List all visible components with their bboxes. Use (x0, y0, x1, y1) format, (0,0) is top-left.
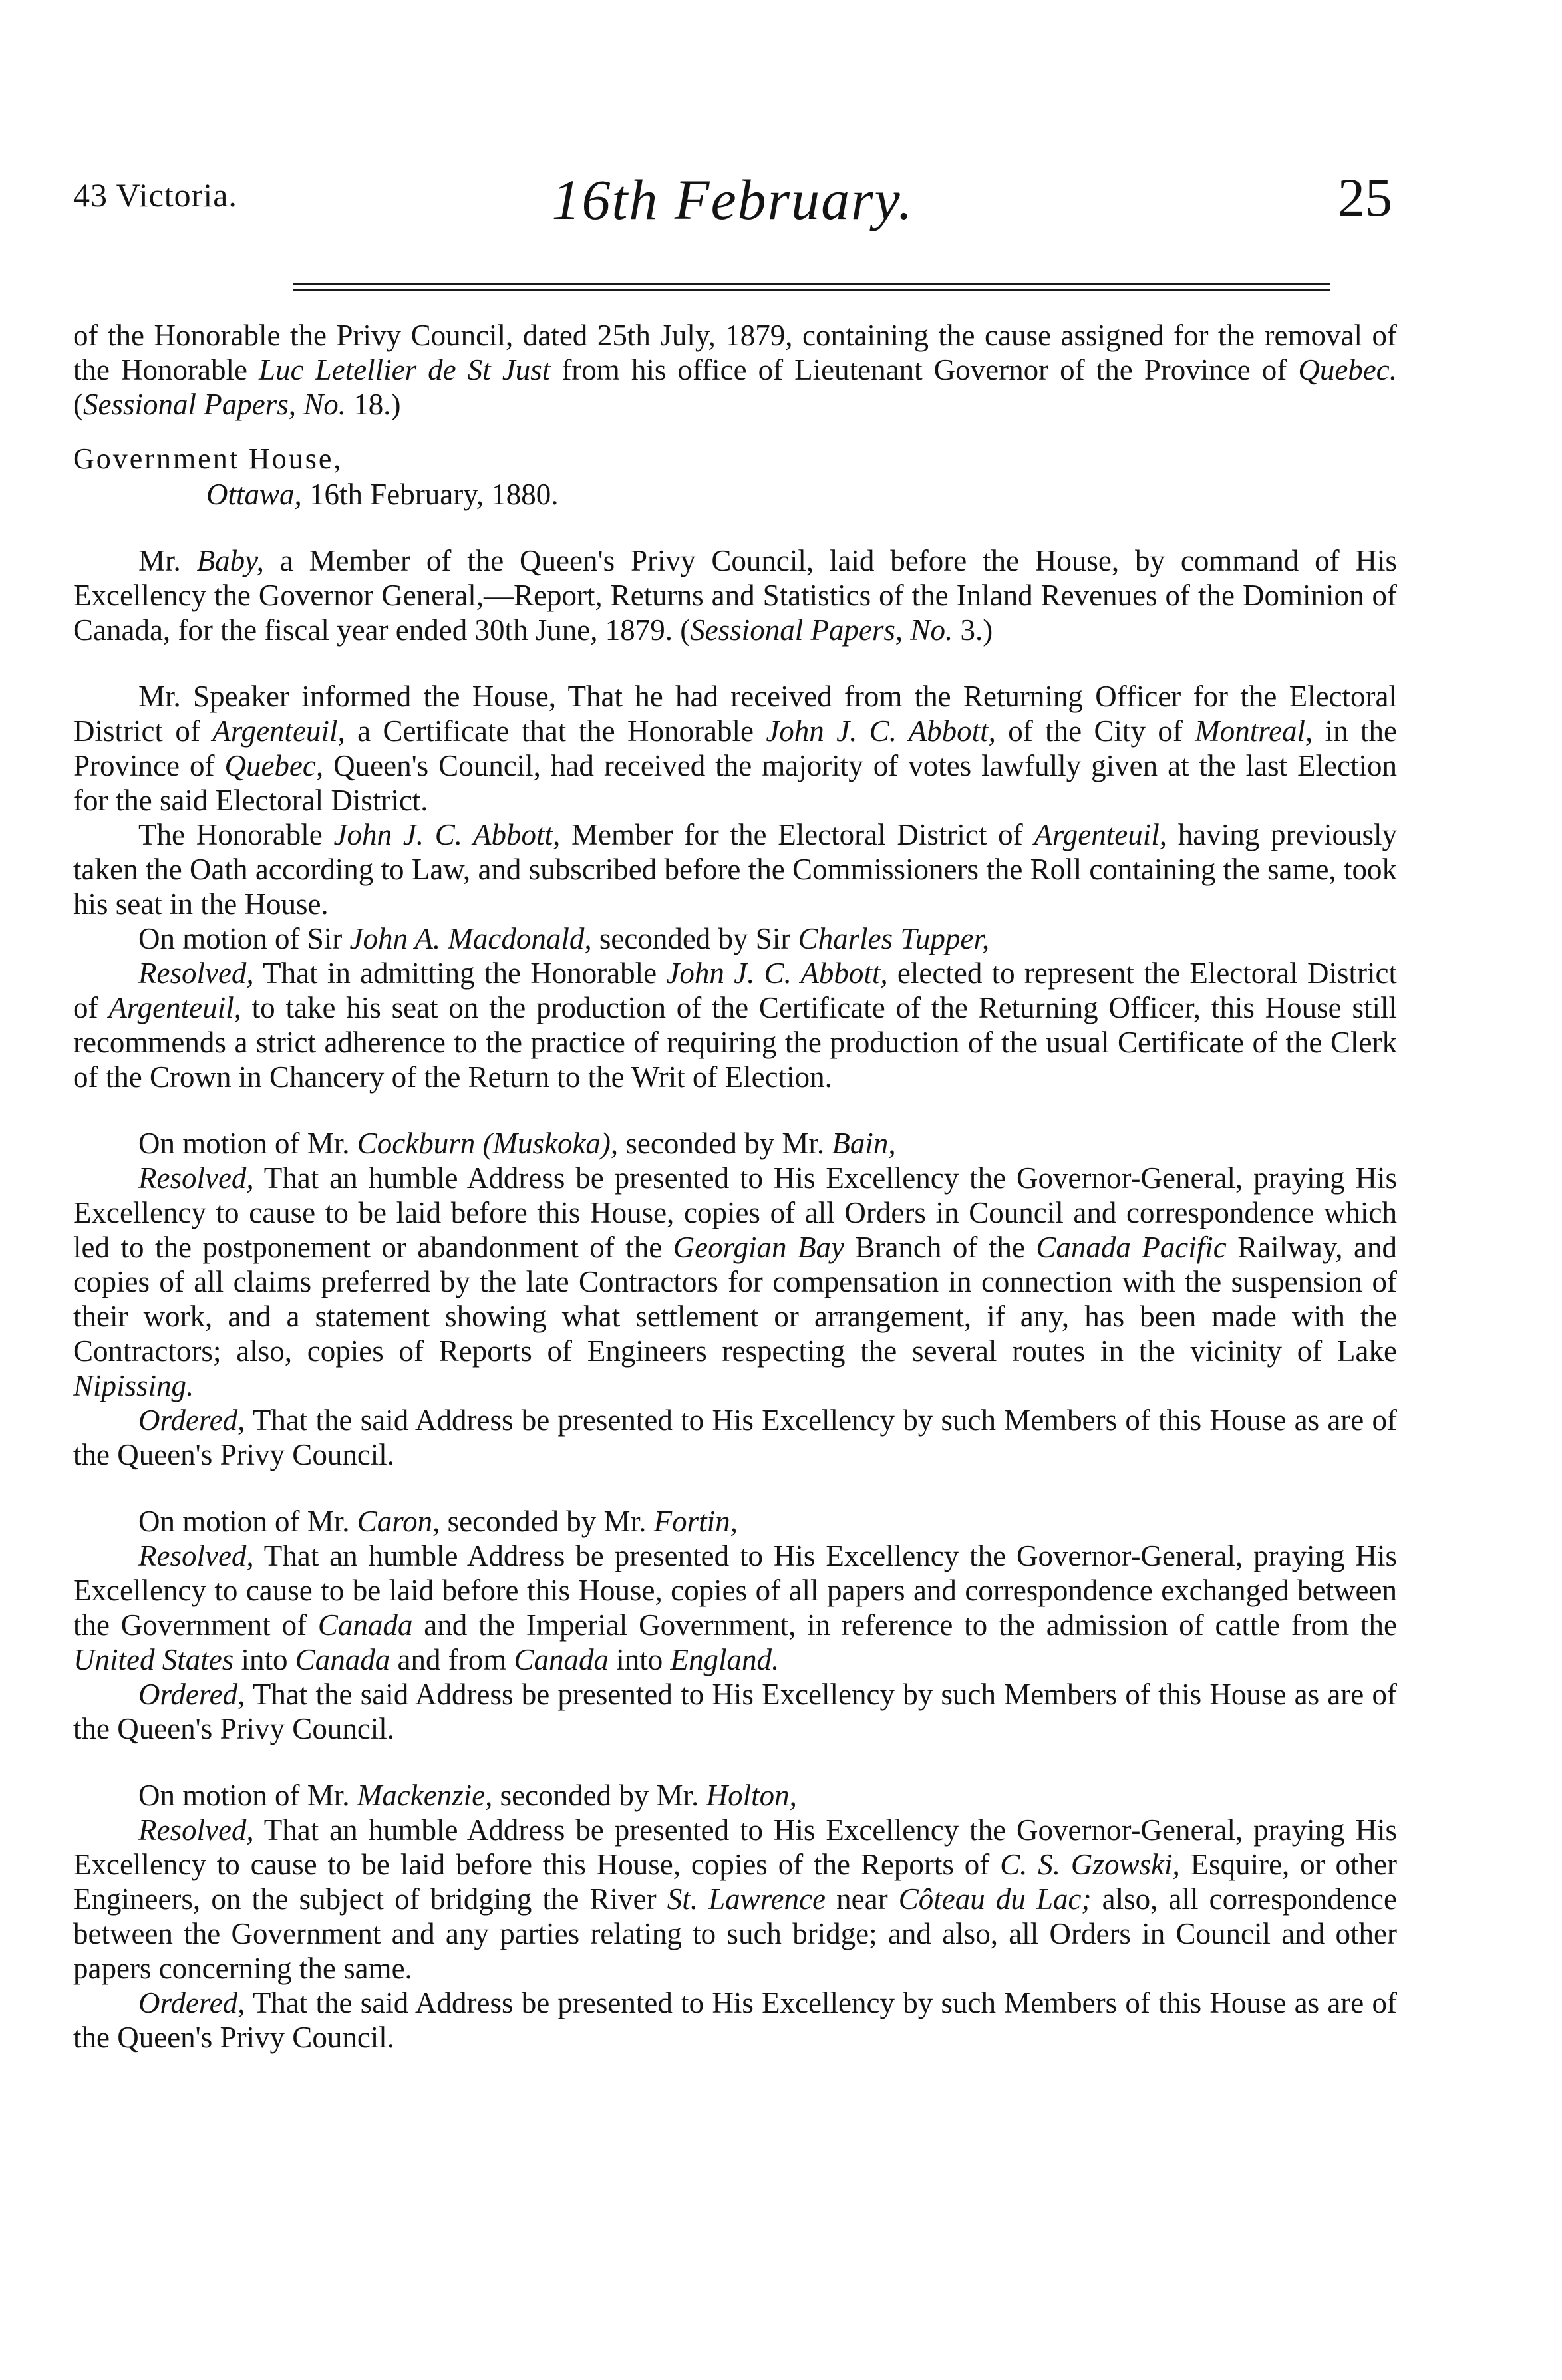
paragraph-resolved-cattle: Resolved, That an humble Address be presented to His Excellency the Governor-General, praying His Excellency to cause to be laid before this House, copies of all papers and correspondence exchanged between the Government of Canada and the Imperial Government, in reference to the admission of cattle from the United States into Canada and from Canada into England. (73, 1539, 1397, 1676)
regnal-year: 43 Victoria. (73, 176, 237, 214)
paragraph-ordered-2: Ordered, That the said Address be presented to His Excellency by such Members of this House as are of the Queen's Privy Council. (73, 1678, 1397, 1745)
paragraph-motion-macdonald: On motion of Sir John A. Macdonald, seconded by Sir Charles Tupper, (138, 922, 990, 955)
government-house-dateline: Ottawa, 16th February, 1880. (206, 478, 559, 511)
page-body (73, 318, 1397, 2055)
page-header (73, 166, 1392, 239)
header-rule-bottom (293, 289, 1330, 291)
paragraph-resolved-st-lawrence-bridge: Resolved, That an humble Address be presented to His Excellency the Governor-General, praying His Excellency to cause to be laid before this House, copies of the Reports of C. S. Gzowski, Esquire, or other Engineers, on the subject of bridging the River St. Lawrence near Côteau du Lac; also, all correspondence between the Government and any parties relating to such bridge; and also, all Orders in Council and other papers concerning the same. (73, 1813, 1397, 1985)
paragraph-resolved-abbott: Resolved, That in admitting the Honorable John J. C. Abbott, elected to represent the Electoral District of Argenteuil, to take his seat on the production of the Certificate of the Returning Officer, this House still recommends a strict adherence to the practice of requiring the production of the usual Certificate of the Clerk of the Crown in Chancery of the Return to the Writ of Election. (73, 957, 1397, 1094)
paragraph-motion-caron: On motion of Mr. Caron, seconded by Mr. Fortin, (138, 1505, 738, 1538)
page-date-heading: 16th February. (551, 168, 914, 231)
paragraph-resolved-georgian-bay: Resolved, That an humble Address be presented to His Excellency the Governor-General, praying His Excellency to cause to be laid before this House, copies of all Orders in Council and correspondence which led to the postponement or abandonment of the Georgian Bay Branch of the Canada Pacific Railway, and copies of all claims preferred by the late Contractors for compensation in connection with the suspension of their work, and a statement showing what settlement or arrangement, if any, has been made with the Contractors; also, copies of Reports of Engineers respecting the several routes in the vicinity of Lake Nipissing. (73, 1161, 1398, 1402)
page-number: 25 (1338, 167, 1392, 227)
paragraph-speaker-certificate: Mr. Speaker informed the House, That he had received from the Returning Officer for the Electoral District of Argenteuil, a Certificate that the Honorable John J. C. Abbott, of the City of Montreal, in the Province of Quebec, Queen's Council, had received the majority of votes lawfully given at the last Election for the said Electoral District. (73, 680, 1398, 817)
government-house-heading: Government House, (73, 442, 343, 475)
paragraph-inland-revenue-report: Mr. Baby, a Member of the Queen's Privy Council, laid before the House, by command of His Excellency the Governor General,—Report, Returns and Statistics of the Inland Revenues of the Dominion of Canada, for the fiscal year ended 30th June, 1879. (Sessional Papers, No. 3.) (73, 544, 1397, 647)
header-rule-top (293, 283, 1330, 285)
paragraph-ordered-3: Ordered, That the said Address be presented to His Excellency by such Members of this House as are of the Queen's Privy Council. (73, 1986, 1397, 2054)
paragraph-ordered-1: Ordered, That the said Address be presented to His Excellency by such Members of this House as are of the Queen's Privy Council. (73, 1404, 1397, 1471)
paragraph-motion-cockburn: On motion of Mr. Cockburn (Muskoka), seconded by Mr. Bain, (138, 1127, 896, 1160)
paragraph-abbott-seat: The Honorable John J. C. Abbott, Member for the Electoral District of Argenteuil, having previously taken the Oath according to Law, and subscribed before the Commissioners the Roll containing the same, took his seat in the House. (73, 818, 1397, 921)
paragraph-privy-council-report: of the Honorable the Privy Council, dated 25th July, 1879, containing the cause assigned for the removal of the Honorable Luc Letellier de St Just from his office of Lieutenant Governor of the Province of Quebec. (Sessional Papers, No. 18.) (73, 319, 1397, 421)
paragraph-motion-mackenzie: On motion of Mr. Mackenzie, seconded by Mr. Holton, (138, 1779, 797, 1812)
